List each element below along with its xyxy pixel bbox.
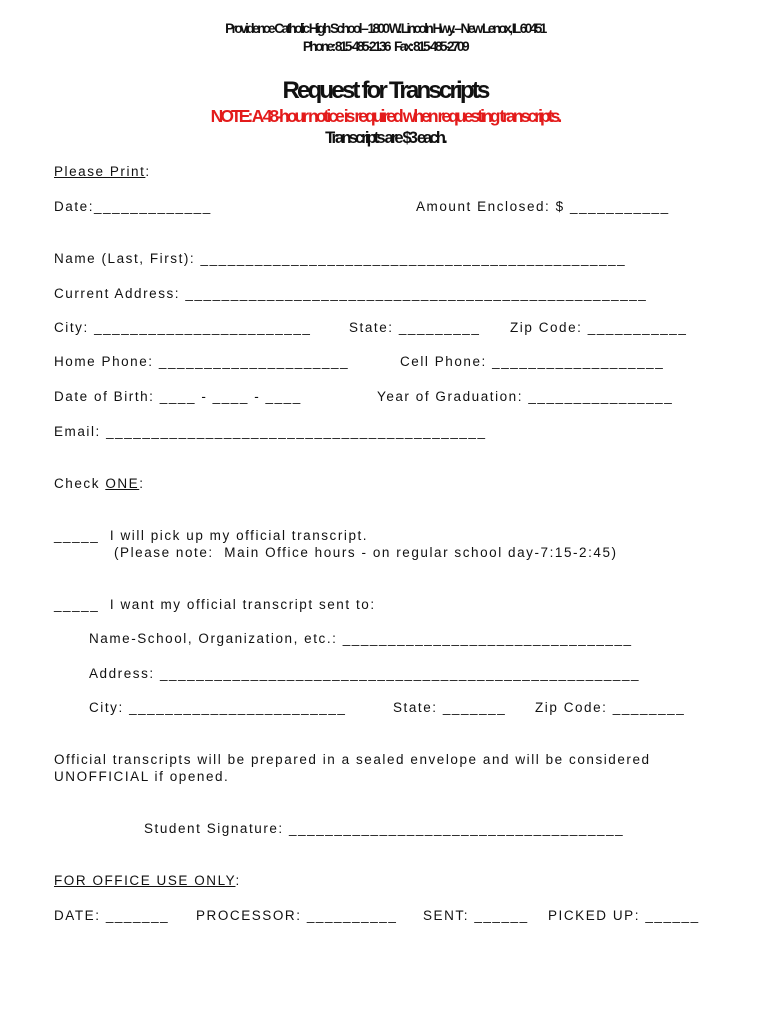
email-label: Email: [54,424,107,439]
student-signature-label: Student Signature: [144,821,290,836]
recipient-state-field[interactable] [393,699,506,716]
sealed-envelope-notice-line-1: Official transcripts will be prepared in a sealed envelope and will be considered [54,752,651,767]
amount-enclosed-blank[interactable]: ___________ [570,199,670,214]
office-picked-up-blank[interactable]: ______ [645,908,700,923]
recipient-zip-label: Zip Code: [535,700,613,715]
recipient-state-label: State: [393,700,443,715]
office-sent-blank[interactable]: ______ [474,908,529,923]
recipient-address-field[interactable] [89,665,640,682]
office-use-heading-text: FOR OFFICE USE ONLY [54,873,236,888]
office-picked-up-field[interactable] [548,907,700,924]
date-label: Date: [54,199,95,214]
recipient-zip-blank[interactable]: ________ [612,700,686,715]
recipient-name-blank[interactable]: ________________________________ [342,631,633,646]
recipient-state-blank[interactable]: _______ [442,700,507,715]
date-of-birth-field[interactable] [54,388,302,405]
check-one-prefix: Check [54,476,106,491]
pickup-check-blank[interactable]: _____ [54,528,100,543]
city-label: City: [54,320,95,335]
zip-blank[interactable]: ___________ [587,320,688,335]
amount-enclosed-label: Amount Enclosed: $ [416,199,571,214]
graduation-year-field[interactable] [377,388,673,405]
graduation-year-blank[interactable]: ________________ [528,389,674,404]
current-address-label: Current Address: [54,286,186,301]
pickup-option-text: I will pick up my official transcript. [99,528,369,543]
city-field[interactable] [54,319,311,336]
sealed-envelope-notice-line-2: UNOFFICIAL if opened. [54,769,230,784]
student-signature-blank[interactable]: _____________________________________ [289,821,625,836]
check-one-emphasis: ONE [105,476,140,491]
graduation-year-label: Year of Graduation: [377,389,529,404]
school-address-line: Providence Catholic High School – 1800 W. Lincoln Hwy. – New Lenox, IL 60451 [225,21,545,36]
send-option-text: I want my official transcript sent to: [99,597,376,612]
name-field[interactable] [54,250,626,267]
please-print-label [54,163,151,180]
check-one-heading [54,475,145,492]
send-option[interactable] [54,596,376,613]
office-use-heading-colon: : [235,873,241,888]
current-address-field[interactable] [54,285,647,302]
notice-48-hour: NOTE: A 48-hour notice is required when requesting transcripts. [210,106,560,126]
school-contact-line: Phone: 815-485-2136 Fax: 815-485-2709 [302,39,468,54]
please-print-text: Please Print [54,164,146,179]
recipient-city-field[interactable] [89,699,346,716]
state-label: State: [349,320,399,335]
office-processor-label: PROCESSOR: [196,908,307,923]
price-line: Transcripts are $3 each. [325,129,445,147]
check-one-colon: : [139,476,145,491]
home-phone-field[interactable] [54,353,349,370]
pickup-option[interactable] [54,527,368,544]
email-blank[interactable]: __________________________________________ [106,424,487,439]
office-hours-note: (Please note: Main Office hours - on regular school day-7:15-2:45) [114,545,618,560]
page-title: Request for Transcripts [282,77,488,104]
name-blank[interactable]: _______________________________________________ [200,251,627,266]
cell-phone-blank[interactable]: ___________________ [492,354,665,369]
date-field[interactable] [54,198,212,215]
cell-phone-field[interactable] [400,353,664,370]
recipient-address-label: Address: [89,666,160,681]
office-picked-up-label: PICKED UP: [548,908,646,923]
recipient-name-field[interactable] [89,630,633,647]
send-check-blank[interactable]: _____ [54,597,100,612]
please-print-colon: : [145,164,151,179]
date-of-birth-label: Date of Birth: [54,389,160,404]
home-phone-label: Home Phone: [54,354,159,369]
student-signature-field[interactable] [144,820,624,837]
recipient-address-blank[interactable]: _____________________________________________________ [159,666,641,681]
date-blank[interactable]: _____________ [94,199,212,214]
zip-field[interactable] [510,319,687,336]
email-field[interactable] [54,423,487,440]
office-sent-label: SENT: [423,908,475,923]
state-field[interactable] [349,319,480,336]
office-processor-field[interactable] [196,907,397,924]
recipient-zip-field[interactable] [535,699,685,716]
date-of-birth-blank[interactable]: ____ - ____ - ____ [159,389,302,404]
office-date-label: DATE: [54,908,106,923]
recipient-name-label: Name-School, Organization, etc.: [89,631,343,646]
zip-label: Zip Code: [510,320,588,335]
recipient-city-blank[interactable]: ________________________ [129,700,347,715]
amount-enclosed-field[interactable] [416,198,670,215]
home-phone-blank[interactable]: _____________________ [158,354,350,369]
office-date-field[interactable] [54,907,169,924]
current-address-blank[interactable]: ___________________________________________________ [185,286,648,301]
city-blank[interactable]: ________________________ [94,320,312,335]
office-use-heading [54,872,241,889]
office-sent-field[interactable] [423,907,529,924]
cell-phone-label: Cell Phone: [400,354,493,369]
name-label: Name (Last, First): [54,251,201,266]
recipient-city-label: City: [89,700,130,715]
office-date-blank[interactable]: _______ [105,908,170,923]
state-blank[interactable]: _________ [398,320,481,335]
office-processor-blank[interactable]: __________ [306,908,398,923]
